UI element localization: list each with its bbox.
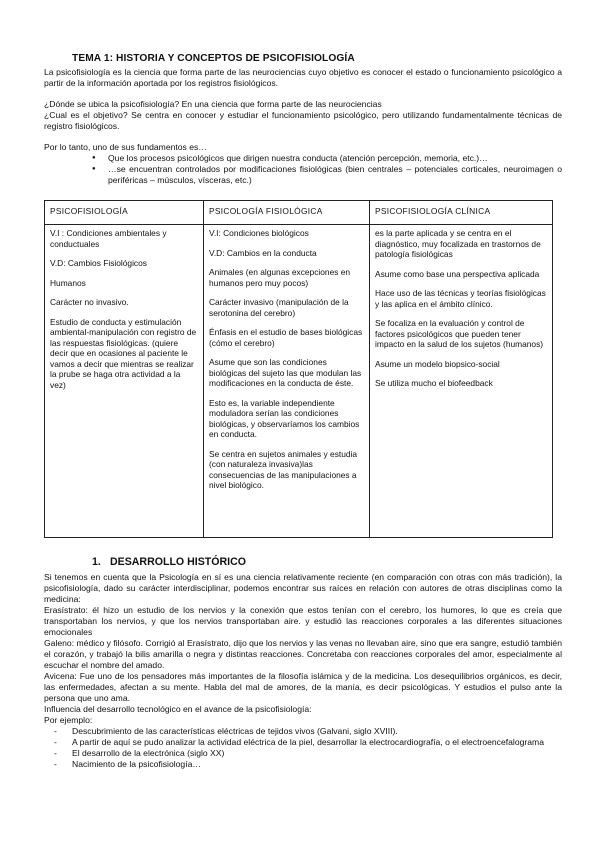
cell-text: Asume un modelo biopsico-social — [375, 358, 500, 369]
cell-text: Se utiliza mucho el biofeedback — [375, 378, 493, 389]
section-title-text: DESARROLLO HISTÓRICO — [110, 556, 246, 569]
cell-text: Se centra en sujetos animales y estudia (con naturaleza invasiva)las consecuencias de las manipulaciones a nivel biológico. — [209, 448, 358, 491]
cell-text: Carácter invasivo (manipulación de la serotonina del cerebro) — [209, 297, 349, 318]
cell-text: Se focaliza en la evaluación y control de factores psicológicos que pueden tener impacto en la salud de los sujetos (humanos) — [375, 318, 544, 350]
header-psicologia-fisiologica: PSICOLOGÍA FISIOLÓGICA — [204, 201, 370, 225]
list-item: - Nacimiento de la psicofisiología… — [54, 759, 562, 770]
table-header-row — [45, 201, 553, 225]
col-psicologia-fisiologica — [204, 225, 370, 538]
galeno-paragraph: Galeno: médico y filósofo. Corrigió al Erasístrato, dijo que los nervios y las venas no llevaban aire, sino que era sangre, estudió también el corazón, y trabajó la bilis amarilla o negra y distintas reacciones. Concretaba con reacciones corporales del amor, especialmente al escuchar el nombre del amado. — [44, 637, 562, 670]
table-row — [45, 225, 553, 538]
cell-text: Hace uso de las técnicas y teorías fisiológicas y las aplica en el ámbito clínico. — [375, 288, 546, 309]
intro-paragraph: La psicofisiología es la ciencia que forma parte de las neurociencias cuyo objetivo es conocer el estado o funcionamiento psicológico a partir de la información aportada por los registros fisiológicos. — [44, 67, 562, 89]
fundamentos-intro: Por lo tanto, uno de sus fundamentos es… — [44, 142, 207, 153]
cell-text: Estudio de conducta y estimulación ambiental-manipulación con registro de las respuestas fisiológicas. (quiere decir que en ocasiones al paciente le vamos a decir que mientras se realizar la prube se haga otra actividad a la vez) — [50, 316, 197, 390]
bullet-item: ● Que los procesos psicológicos que dirigen nuestra conducta (atención percepción, memoria, etc.)… — [92, 153, 562, 164]
cell-text: V.D: Cambios en la conducta — [209, 247, 317, 258]
document-page — [44, 52, 562, 770]
col-psicofisiologia-clinica — [370, 225, 553, 538]
cell-text: Asume que son las condiciones biológicas del sujeto las que modulan las modificaciones en la conducta de éste. — [209, 357, 362, 389]
col-psicofisiologia — [45, 225, 204, 538]
avicena-paragraph: Avicena: Fue uno de los pensadores más importantes de la filosofía islámica y de la medicina. Los desequilibrios orgánicos, es decir, las enfermedades, afectan a su mente. Habla del mal de amores, de la manía, es decir psicológicas. Y estudios el pulso ante la persona que uno ama. — [44, 670, 562, 703]
cell-text: Asume como base una perspectiva aplicada — [375, 268, 540, 279]
cell-text: Animales (en algunas excepciones en humanos pero muy pocos) — [209, 267, 351, 288]
section-number: 1. — [92, 556, 101, 569]
cell-text: V.I : Condiciones ambientales y conductuales — [50, 228, 167, 249]
influence-paragraph: Influencia del desarrollo tecnológico en el avance de la psicofisiología: — [44, 703, 312, 714]
list-item: - A partir de aquí se pudo analizar la actividad eléctrica de la piel, desarrollar la electrocardiografía, o el electroencefalograma — [54, 737, 562, 748]
page-title: TEMA 1: HISTORIA Y CONCEPTOS DE PSICOFISIOLOGÍA — [72, 53, 355, 64]
history-paragraph: Si tenemos en cuenta que la Psicología en sí es una ciencia relativamente reciente (en comparación con otras con más tradición), la psicofisiología, dado su carácter interdisciplinar, podemos encontrar sus raíces en relación con autores de otras disciplinas como la medicina: — [44, 571, 562, 604]
cell-text: Énfasis en el estudio de bases biológicas (cómo el cerebro) — [209, 327, 363, 348]
bullet-item: ● …se encuentran controlados por modificaciones fisiológicas (bien centrales – potenciales corticales, neuroimagen o periféricas – músculos, vísceras, etc.) — [92, 164, 562, 186]
section-heading — [92, 556, 562, 570]
cell-text: es la parte aplicada y se centra en el diagnóstico, muy focalizada en trastornos de patología fisiológicas — [375, 228, 541, 260]
list-item: - El desarrollo de la electrónica (siglo XX) — [54, 748, 562, 759]
example-label: Por ejemplo: — [44, 714, 93, 725]
erasistrato-paragraph: Erasístrato: él hizo un estudio de los nervios y la conexión que estos tenían con el cerebro, los humores, lo que es creía que transportaban los nervios, y que los nervios transportaban aire. y estudió las reacciones corporales a las diferentes situaciones emocionales — [44, 604, 562, 637]
header-psicofisiologia: PSICOFISIOLOGÍA — [45, 201, 204, 225]
question-location: ¿Dónde se ubica la psicofisiología? En una ciencia que forma parte de las neurociencias — [44, 99, 382, 110]
list-item: - Descubrimiento de las características eléctricas de tejidos vivos (Galvani, siglo XVIII). — [54, 726, 562, 737]
comparison-table — [44, 200, 553, 538]
cell-text: Carácter no invasivo. — [50, 297, 129, 308]
cell-text: Esto es, la variable independiente moduladora serían las condiciones biológicas, y observaríamos los cambios en conducta. — [209, 397, 360, 440]
examples-list — [44, 726, 562, 770]
question-objective: ¿Cual es el objetivo? Se centra en conocer y estudiar el funcionamiento psicológico, pero utilizando fundamentalmente técnicas de registro fisiológicos. — [44, 110, 562, 132]
cell-text: V.D: Cambios Fisiológicos — [50, 258, 147, 269]
fundamentos-list — [44, 153, 562, 186]
cell-text: V.I: Condiciones biológicos — [209, 228, 309, 239]
header-psicofisiologia-clinica: PSICOFISIOLOGÍA CLÍNICA — [370, 201, 553, 225]
cell-text: Humanos — [50, 277, 86, 288]
